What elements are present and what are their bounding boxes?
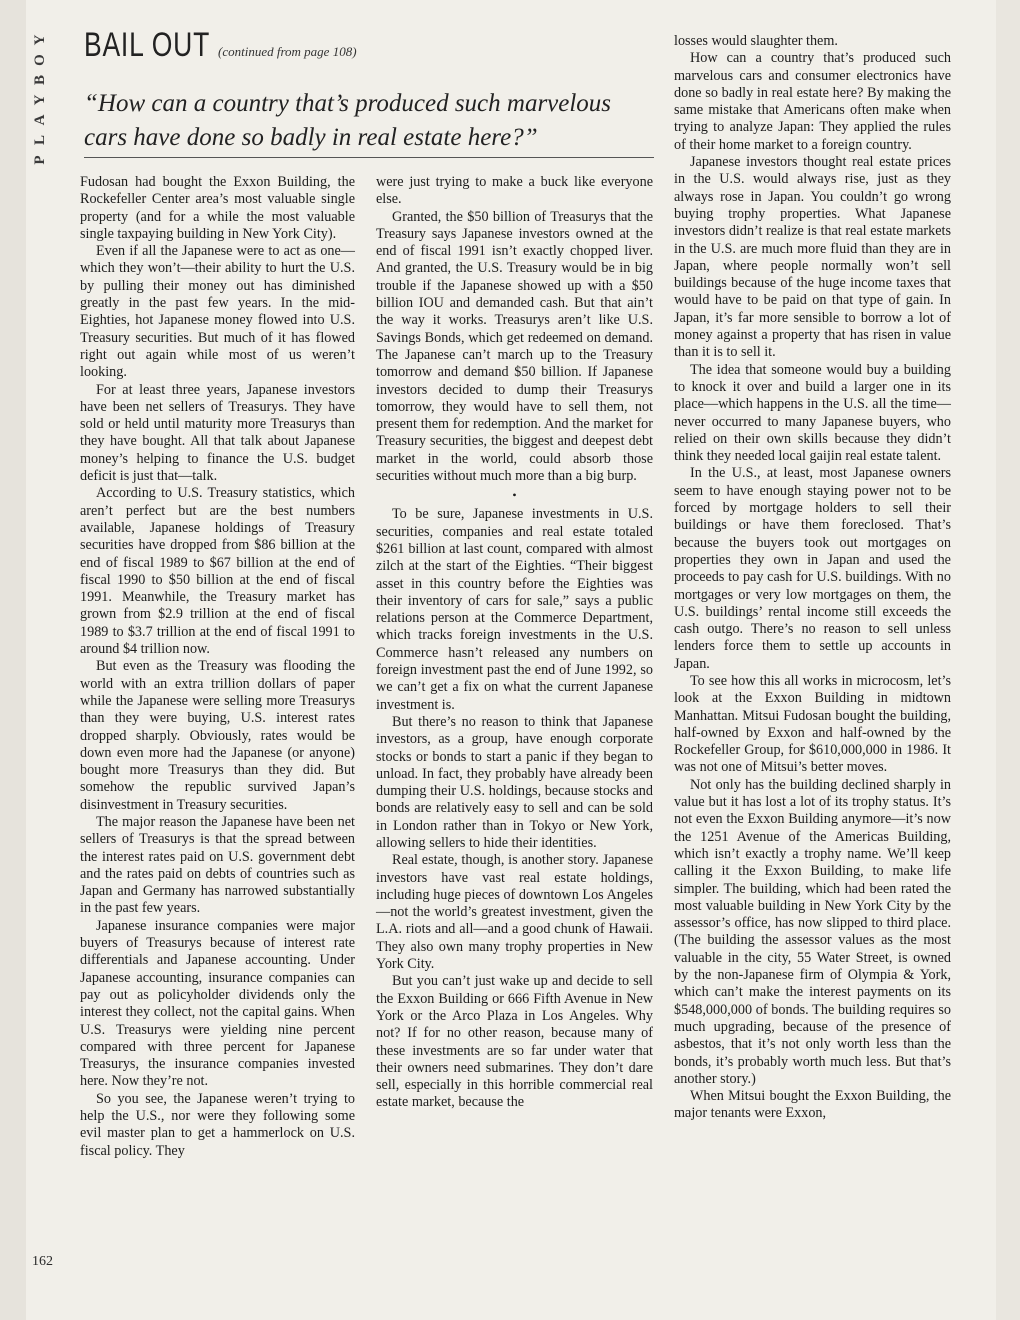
running-head-letter: Y	[32, 94, 48, 106]
paragraph: So you see, the Japanese weren’t trying to help the U.S., nor were they following some evil master plan to get a hammerlock on U.S. fiscal policy. They	[80, 1090, 355, 1159]
page-gutter-right	[996, 0, 1020, 1320]
header-rule	[84, 157, 654, 158]
paragraph: Fudosan had bought the Exxon Building, the Rockefeller Center area’s most valuable single property (and for a while the most valuable single taxpaying building in New York City).	[80, 174, 355, 242]
article-header	[84, 26, 654, 155]
continued-note: (continued from page 108)	[218, 44, 357, 59]
page-gutter-left	[0, 0, 26, 1320]
paragraph: But there’s no reason to think that Japanese investors, as a group, have enough corporate stocks or bonds to start a panic if they began to unload. In fact, they probably have already been dumping their U.S. holdings, because stocks and bonds are relatively easy to sell and can be sold in London rather than in Tokyo or New York, allowing sellers to hide their identities.	[376, 713, 653, 851]
article-column-3	[674, 33, 951, 1123]
page-number: 162	[32, 1254, 53, 1269]
paragraph: When Mitsui bought the Exxon Building, the major tenants were Exxon,	[674, 1088, 951, 1122]
running-head-letter: B	[32, 75, 48, 86]
paragraph: Japanese investors thought real estate prices in the U.S. would always rise, just as they always rose in Japan. You couldn’t go wrong buying trophy properties. What Japanese investors didn’t realize is that real estate markets in the U.S. are much more fluid than they are in Japan, where people normally won’t sell buildings because of the huge income taxes that would have to be paid on that type of gain. In Japan, it’s far more sensible to borrow a lot of money against a property that has risen in value than it is to sell it.	[674, 154, 951, 361]
paragraph: How can a country that’s produced such marvelous cars and consumer electronics have done so badly in real estate here? By making the same mistake that Americans often make when trying to analyze Japan: They applied the rules of their home market to a foreign country.	[674, 50, 951, 153]
article-column-1	[80, 174, 355, 1160]
paragraph: To see how this all works in microcosm, let’s look at the Exxon Building in midtown Manhattan. Mitsui Fudosan bought the building, half-owned by Exxon and half-owned by the Rockefeller Group, for $610,000,000 in 1986. It was not one of Mitsui’s better moves.	[674, 672, 951, 776]
paragraph: For at least three years, Japanese investors have been net sellers of Treasurys. They have sold or held until maturity more Treasurys than they have bought. All that talk about Japanese money’s helping to finance the U.S. budget deficit is just that—talk.	[80, 381, 355, 485]
section-break-bullet: •	[512, 488, 517, 503]
paragraph: According to U.S. Treasury statistics, which aren’t perfect but are the best numbers available, Japanese holdings of Treasury securities have dropped from $86 billion at the end of fiscal 1989 to $67 billion at the end of fiscal 1990 to $50 billion at the end of fiscal 1991. Meanwhile, the Treasury market has grown from $2.9 trillion at the end of fiscal 1989 to $3.7 trillion at the end of fiscal 1991 to around $4 trillion now.	[80, 485, 355, 658]
running-head-letter: L	[32, 135, 48, 146]
paragraph: were just trying to make a buck like everyone else.	[376, 174, 653, 208]
running-head-letter: A	[32, 114, 48, 126]
magazine-running-head	[28, 30, 52, 170]
paragraph: Not only has the building declined sharply in value but it has lost a lot of its trophy status. It’s not even the Exxon Building anymore—it’s now the 1251 Avenue of the Americas Building, which isn’t exactly a trophy name. We’ll keep calling it the Exxon Building, to make life simpler. The building, which had been rated the most valuable building in New York City by the assessor’s office, has now slipped to third place. (The building the assessor values as the most valuable in the city, 55 Water Street, is owned by the non-Japanese firm of Olympia & York, which can’t make the interest payments on its $548,000,000 of bonds. The building requires so much upgrading, because of the presence of asbestos, that it’s not only worth less than the bonds, it’s probably worth much less. But that’s another story.)	[674, 776, 951, 1087]
paragraph: To be sure, Japanese investments in U.S. securities, companies and real estate totaled $261 billion at last count, compared with almost zilch at the start of the Eighties. “Their biggest asset in this country before the Eighties was their inventory of cars for sale,” says a public relations person at the Commerce Department, which tracks foreign investments in the U.S. Commerce hasn’t released any numbers on foreign investment past the end of June 1992, so we can’t get a fix on what the current Japanese investment is.	[376, 506, 653, 713]
paragraph: Japanese insurance companies were major buyers of Treasurys because of interest rate differentials and Japanese accounting. Under Japanese accounting, insurance companies can pay out as policyholder dividends only the interest they collect, not the capital gains. When U.S. Treasurys were yielding nine percent compared with three percent for Japanese Treasurys, the insurance companies invested here. Now they’re not.	[80, 917, 355, 1090]
paragraph: Real estate, though, is another story. Japanese investors have vast real estate holdings, including huge pieces of downtown Los Angeles—not the world’s greatest investment, given the L.A. riots and all—and a good chunk of Hawaii. They also own many trophy properties in New York City.	[376, 852, 653, 973]
paragraph: The idea that someone would buy a building to knock it over and build a larger one in its place—which happens in the U.S. all the time—never occurred to many Japanese buyers, who relied on their own skills because they didn’t think they needed local gaijin real estate talent.	[674, 361, 951, 465]
paragraph: In the U.S., at least, most Japanese owners seem to have enough staying power not to be forced by mortgage holders to sell their buildings or have them foreclosed. That’s because the buyers took out mortgages on properties they own in Japan and used the proceeds to pay cash for U.S. buildings. With no mortgages or very low mortgages on them, the U.S. buildings’ rental income still exceeds the cash outgo. There’s no reason to sell unless lenders force them to settle up accounts in Japan.	[674, 465, 951, 672]
paragraph: Granted, the $50 billion of Treasurys that the Treasury says Japanese investors owned at the end of fiscal 1991 isn’t exactly chopped liver. And granted, the U.S. Treasury would be in big trouble if the Japanese showed up with a $50 billion IOU and demanded cash. But that ain’t the way it works. Treasurys aren’t like U.S. Savings Bonds, which get redeemed on demand. The Japanese can’t march up to the Treasury tomorrow and demand $50 billion. If Japanese investors decided to dump their Treasurys tomorrow, they would have to sell them, not present them for redemption. And the market for Treasury securities, the biggest and deepest debt market in the world, could absorb those securities without much more than a big burp.	[376, 208, 653, 485]
header-row	[84, 26, 654, 65]
section-title: BAIL OUT	[84, 26, 211, 64]
paragraph: But you can’t just wake up and decide to sell the Exxon Building or 666 Fifth Avenue in New York or the Arco Plaza in Los Angeles. Why not? If for no other reason, because many of these investments are so far under water that their owners need submarines. They don’t dare sell, especially in this horrible commercial real estate market, because the	[376, 973, 653, 1111]
paragraph: But even as the Treasury was flooding the world with an extra trillion dollars of paper while the Japanese were selling more Treasurys than they were buying, U.S. interest rates dropped sharply. Obviously, rates would be down even more had the Japanese (or anyone) bought more Treasurys than they did. But somehow the republic survived Japan’s disinvestment in Treasury securities.	[80, 658, 355, 813]
paragraph: Even if all the Japanese were to act as one—which they won’t—their ability to hurt the U.S. by pulling their money out has diminished greatly in the past few years. In the mid-Eighties, hot Japanese money flowed into U.S. Treasury securities. But much of it has flowed right out again while most of us weren’t looking.	[80, 243, 355, 381]
paragraph: The major reason the Japanese have been net sellers of Treasurys is that the spread between the interest rates paid on U.S. government debt and the rates paid on debts of countries such as Japan and Germany has narrowed substantially in the past few years.	[80, 813, 355, 917]
pull-quote: “How can a country that’s produced such marvelous cars have done so badly in real estate here?”	[84, 90, 612, 151]
running-head-letter: Y	[32, 34, 48, 46]
article-column-2	[376, 174, 653, 1112]
paragraph: losses would slaughter them.	[674, 33, 838, 49]
running-head-letter: O	[32, 54, 48, 66]
running-head-letter: P	[32, 155, 48, 165]
